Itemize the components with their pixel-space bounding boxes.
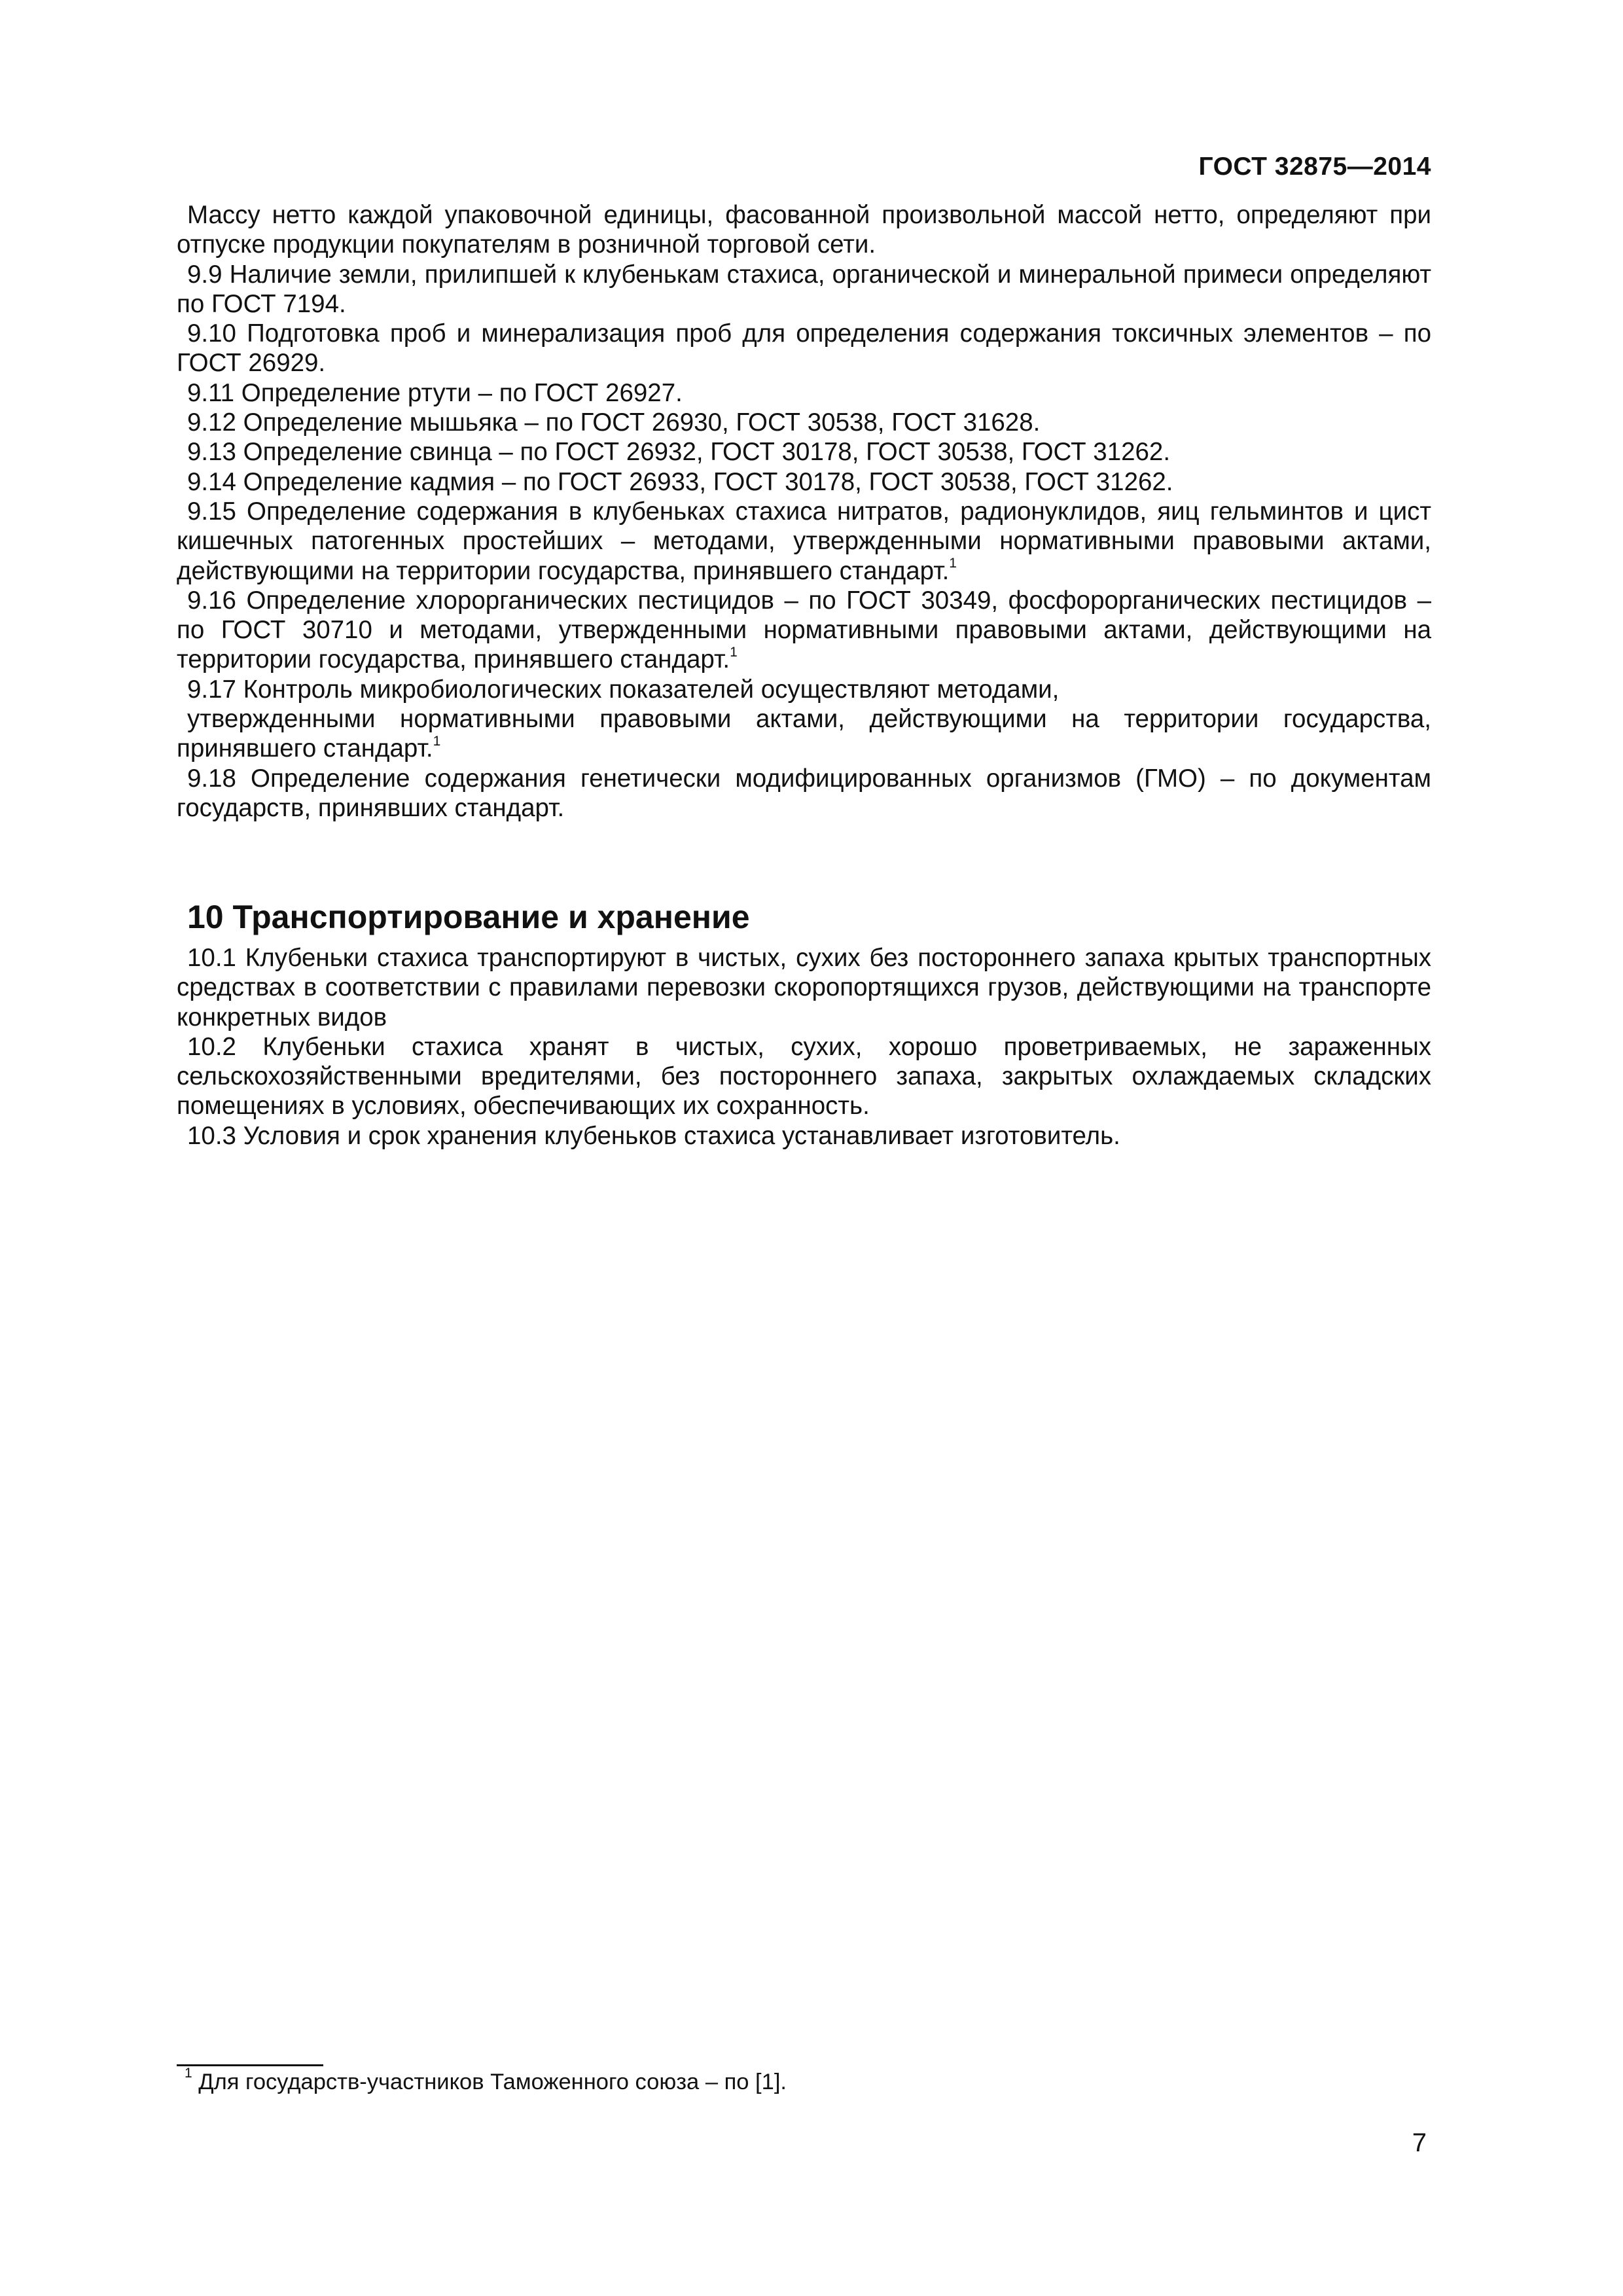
footnote-reference[interactable]: 1 bbox=[949, 555, 957, 571]
paragraph-9-16-text: 9.16 Определение хлорорганических пестицидов – по ГОСТ 30349, фосфорорганических пестицидов – по ГОСТ 30710 и методами, утвержденными нормативными правовыми актами, действующими на территории государства, принявшего стандарт. bbox=[177, 586, 1431, 674]
section-9-text bbox=[177, 200, 1431, 823]
paragraph-9-14: 9.14 Определение кадмия – по ГОСТ 26933, ГОСТ 30178, ГОСТ 30538, ГОСТ 31262. bbox=[187, 467, 1173, 496]
paragraph-9-18: 9.18 Определение содержания генетически модифицированных организмов (ГМО) – по документам государств, принявших стандарт. bbox=[177, 764, 1431, 822]
paragraph-9-12: 9.12 Определение мышьяка – по ГОСТ 26930, ГОСТ 30538, ГОСТ 31628. bbox=[187, 408, 1041, 437]
paragraph-9-17-continued bbox=[177, 704, 1431, 764]
footnote-reference[interactable]: 1 bbox=[730, 644, 738, 660]
footnote bbox=[185, 2065, 787, 2095]
paragraph-9-15-text: 9.15 Определение содержания в клубеньках стахиса нитратов, радионуклидов, яиц гельминтов и цист кишечных патогенных простейших – методами, утвержденными нормативными правовыми актами, действующими на территории государства, принявшего стандарт. bbox=[177, 497, 1431, 585]
paragraph-9-15 bbox=[177, 497, 1431, 586]
paragraph-9-10: 9.10 Подготовка проб и минерализация проб для определения содержания токсичных элементов – по ГОСТ 26929. bbox=[177, 319, 1431, 378]
footnote-text: Для государств-участников Таможенного союза – по [1]. bbox=[198, 2070, 787, 2094]
paragraph-9-17-continued-text: утвержденными нормативными правовыми актами, действующими на территории государства, принявшего стандарт. bbox=[177, 705, 1431, 763]
paragraph-9-9: 9.9 Наличие земли, прилипшей к клубенькам стахиса, органической и минеральной примеси определяют по ГОСТ 7194. bbox=[177, 260, 1431, 318]
paragraph-10-2: 10.2 Клубеньки стахиса хранят в чистых, сухих, хорошо проветриваемых, не зараженных сельскохозяйственными вредителями, без постороннего запаха, закрытых охлаждаемых складских помещениях в условиях, обеспечивающих их сохранность. bbox=[177, 1032, 1431, 1121]
paragraph-9-16 bbox=[177, 586, 1431, 675]
paragraph-9-13: 9.13 Определение свинца – по ГОСТ 26932, ГОСТ 30178, ГОСТ 30538, ГОСТ 31262. bbox=[187, 438, 1171, 467]
paragraph-10-1: 10.1 Клубеньки стахиса транспортируют в чистых, сухих без постороннего запаха крытых транспортных средствах в соответствии с правилами перевозки скоропортящихся грузов, действующими на транспорте конкретных видов bbox=[177, 944, 1431, 1031]
document-code-header: ГОСТ 32875—2014 bbox=[1198, 152, 1431, 181]
paragraph-9-17: 9.17 Контроль микробиологических показателей осуществляют методами, bbox=[187, 675, 1060, 704]
footnote-reference[interactable]: 1 bbox=[433, 733, 441, 749]
paragraph-9-11: 9.11 Определение ртути – по ГОСТ 26927. bbox=[187, 378, 683, 407]
footnote-divider bbox=[177, 2064, 323, 2066]
page-number: 7 bbox=[1412, 2128, 1427, 2157]
paragraph-10-3: 10.3 Условия и срок хранения клубеньков стахиса устанавливает изготовитель. bbox=[187, 1121, 1120, 1150]
paragraph-net-mass: Массу нетто каждой упаковочной единицы, фасованной произвольной массой нетто, определяют при отпуске продукции покупателям в розничной торговой сети. bbox=[177, 201, 1431, 259]
section-10-heading: 10 Транспортирование и хранение bbox=[187, 899, 750, 935]
footnote-marker: 1 bbox=[185, 2065, 192, 2081]
section-10-text bbox=[177, 943, 1431, 1151]
